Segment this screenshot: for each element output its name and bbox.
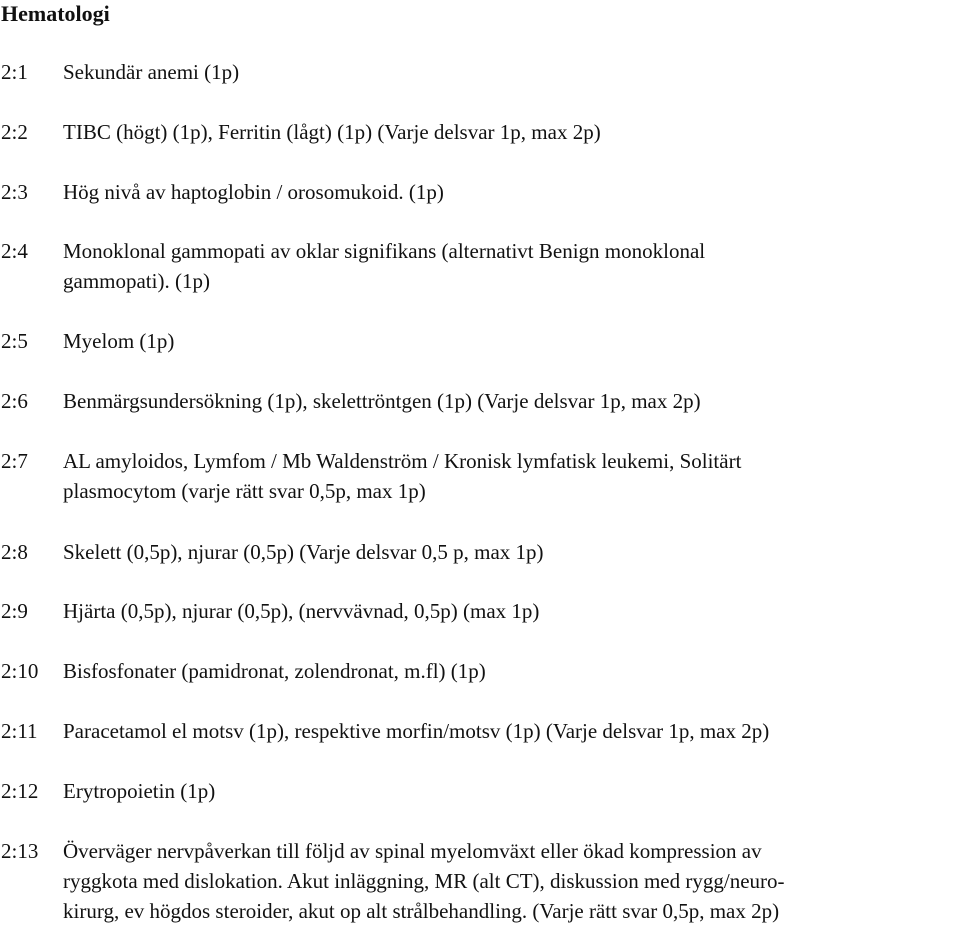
- item-line: Monoklonal gammopati av oklar signifikans (alternativt Benign monoklonal: [63, 239, 706, 263]
- item-line: Myelom (1p): [63, 329, 175, 353]
- item-number: 2:8: [1, 540, 28, 564]
- item-text: [63, 596, 958, 626]
- item-line: plasmocytom (varje rätt svar 0,5p, max 1p): [63, 479, 426, 503]
- item-text: [63, 57, 958, 87]
- item-line: Paracetamol el motsv (1p), respektive morfin/motsv (1p) (Varje delsvar 1p, max 2p): [63, 719, 770, 743]
- item-line: Skelett (0,5p), njurar (0,5p) (Varje delsvar 0,5 p, max 1p): [63, 540, 544, 564]
- item-text: [63, 537, 958, 567]
- item-number: 2:13: [1, 839, 39, 863]
- item-number: 2:2: [1, 120, 28, 144]
- item-number: 2:10: [1, 659, 39, 683]
- page-heading: Hematologi: [1, 1, 110, 26]
- item-number: 2:6: [1, 389, 28, 413]
- item-text: [63, 177, 958, 207]
- item-text: [63, 776, 958, 806]
- item-text: [63, 716, 958, 746]
- item-line: Hjärta (0,5p), njurar (0,5p), (nervvävnad, 0,5p) (max 1p): [63, 599, 540, 623]
- item-number: 2:3: [1, 180, 28, 204]
- item-number: 2:12: [1, 779, 39, 803]
- item-text: [63, 326, 958, 356]
- item-line: Hög nivå av haptoglobin / orosomukoid. (1p): [63, 180, 444, 204]
- item-number: 2:7: [1, 449, 28, 473]
- item-line: Bisfosfonater (pamidronat, zolendronat, m.fl) (1p): [63, 659, 486, 683]
- item-number: 2:9: [1, 599, 28, 623]
- item-line: gammopati). (1p): [63, 269, 210, 293]
- item-line: Erytropoietin (1p): [63, 779, 216, 803]
- item-line: ryggkota med dislokation. Akut inläggning, MR (alt CT), diskussion med rygg/neuro-: [63, 869, 785, 893]
- item-text: [63, 386, 958, 416]
- item-text: [63, 656, 958, 686]
- item-text: [63, 446, 958, 506]
- item-number: 2:11: [1, 719, 38, 743]
- item-line: AL amyloidos, Lymfom / Mb Waldenström / Kronisk lymfatisk leukemi, Solitärt: [63, 449, 742, 473]
- item-text: [63, 236, 958, 296]
- item-number: 2:1: [1, 60, 28, 84]
- item-line: Benmärgsundersökning (1p), skelettröntgen (1p) (Varje delsvar 1p, max 2p): [63, 389, 701, 413]
- item-number: 2:4: [1, 239, 28, 263]
- item-line: TIBC (högt) (1p), Ferritin (lågt) (1p) (Varje delsvar 1p, max 2p): [63, 120, 601, 144]
- item-line: Överväger nervpåverkan till följd av spinal myelomväxt eller ökad kompression av: [63, 839, 762, 863]
- item-text: [63, 836, 958, 926]
- item-line: Sekundär anemi (1p): [63, 60, 240, 84]
- item-text: [63, 117, 958, 147]
- item-number: 2:5: [1, 329, 28, 353]
- item-line: kirurg, ev högdos steroider, akut op alt strålbehandling. (Varje rätt svar 0,5p, max 2p): [63, 899, 780, 923]
